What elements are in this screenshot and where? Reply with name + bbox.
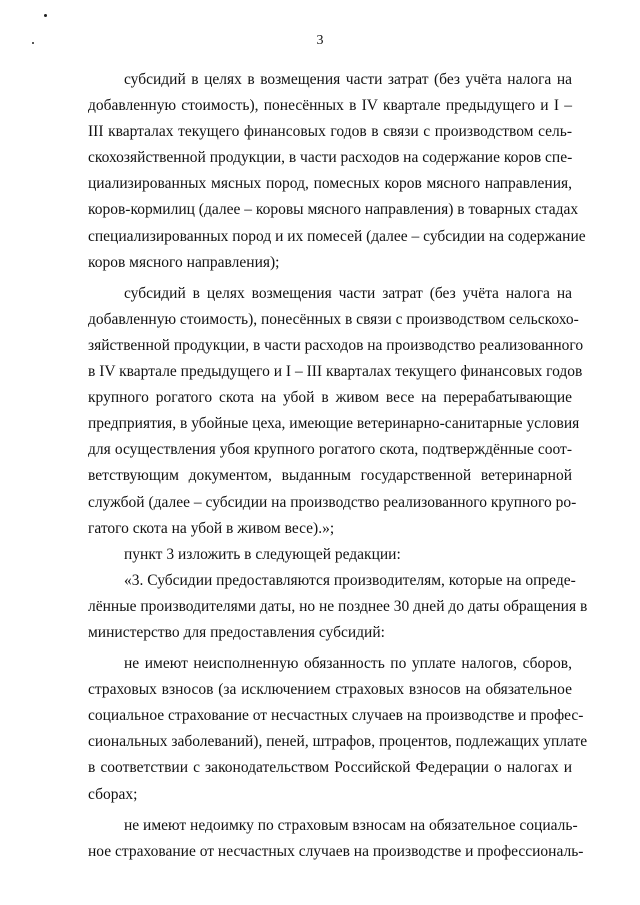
text-line: предприятия, в убойные цеха, имеющие ветеринарно-санитарные условия xyxy=(88,415,580,433)
text-line: ное страхование от несчастных случаев на производстве и профессиональ- xyxy=(88,842,584,860)
text-line: министерство для предоставления субсидий: xyxy=(88,623,385,641)
text-line: III кварталах текущего финансовых годов в связи с производством сель- xyxy=(88,123,572,141)
text-line: сборах; xyxy=(88,785,138,803)
text-line: лённые производителями даты, но не позднее 30 дней до даты обращения в xyxy=(88,597,588,615)
scan-speck xyxy=(44,14,47,17)
text-line: специализированных пород и их помесей (далее – субсидии на содержание xyxy=(88,227,586,245)
text-line: добавленную стоимость), понесённых в связи с производством сельскохо- xyxy=(88,310,579,328)
text-line: коров-кормилиц (далее – коровы мясного направления) в товарных стадах xyxy=(88,201,579,219)
paragraph-cattle-slaughter-subsidy xyxy=(88,281,584,542)
text-line: зяйственной продукции, в части расходов на производство реализованного xyxy=(88,336,584,354)
text-line: не имеют недоимку по страховым взносам на обязательное социаль- xyxy=(124,816,578,834)
paragraph-meat-cows-subsidy xyxy=(88,67,586,276)
text-line: крупного рогатого скота на убой в живом весе на перерабатывающие xyxy=(88,389,572,407)
text-line: в соответствии с законодательством Российской Федерации о налогах и xyxy=(88,759,572,777)
paragraph-clause-3-text xyxy=(88,568,588,646)
text-line: добавленную стоимость), понесённых в IV квартале предыдущего и I – xyxy=(88,97,572,115)
text-line: скохозяйственной продукции, в части расходов на содержание коров спе- xyxy=(88,149,573,167)
text-line: субсидий в целях в возмещения части затрат (без учёта налога на xyxy=(124,71,572,88)
text-line: гатого скота на убой в живом весе).»; xyxy=(88,519,335,537)
text-line: субсидий в целях возмещения части затрат (без учёта налога на xyxy=(124,284,572,302)
text-line: ветствующим документом, выданным государственной ветеринарной xyxy=(88,467,572,485)
paragraph-amend-clause-3 xyxy=(88,542,572,568)
page-number: 3 xyxy=(316,33,324,48)
text-line: «3. Субсидии предоставляются производителям, которые на опреде- xyxy=(124,571,576,589)
text-line: социальное страхование от несчастных случаев на производстве и профес- xyxy=(88,707,584,725)
paragraph-no-tax-arrears xyxy=(88,651,588,808)
text-line: циализированных мясных пород, помесных коров мясного направления, xyxy=(88,175,572,193)
text-line: не имеют неисполненную обязанность по уплате налогов, сборов, xyxy=(124,655,572,673)
text-line: для осуществления убоя крупного рогатого скота, подтверждённые соот- xyxy=(88,441,572,459)
document-body xyxy=(88,67,588,865)
text-line: коров мясного направления); xyxy=(88,253,280,271)
text-line: сиональных заболеваний), пеней, штрафов, процентов, подлежащих уплате xyxy=(88,733,588,751)
paragraph-no-insurance-arrears xyxy=(88,813,584,865)
text-line: в IV квартале предыдущего и I – III кварталах текущего финансовых годов xyxy=(88,363,583,381)
text-line: страховых взносов (за исключением страховых взносов на обязательное xyxy=(88,681,572,699)
text-line: пункт 3 изложить в следующей редакции: xyxy=(124,545,401,563)
text-line: службой (далее – субсидии на производство реализованного крупного ро- xyxy=(88,493,577,511)
